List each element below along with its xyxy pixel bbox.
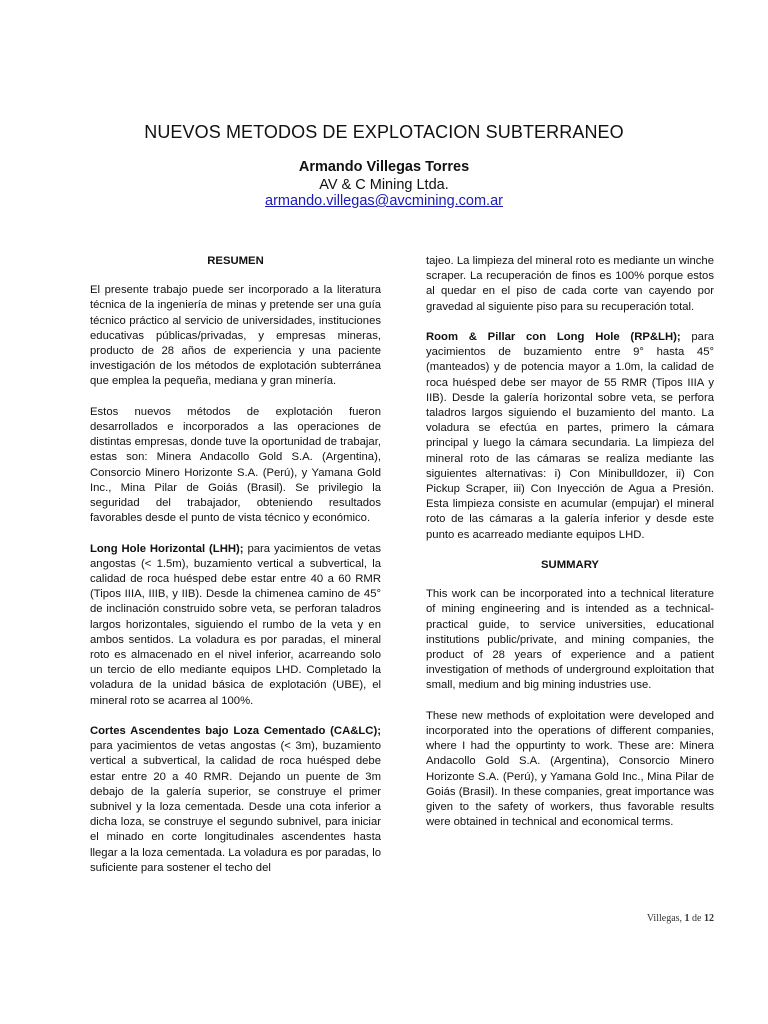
lhh-text: para yacimientos de vetas angostas (< 1.5m), buzamiento vertical a subvertical, la calidad de roca huésped debe estar entre 40 a 60 RMR (Tipos IIIA, IIIB, y IIB). Desde la chimenea camino de 45° de inclinación construido sobre veta, se perforan taladros largos horizontales, siguiendo el rumbo de la veta y en ambos sentidos. La voladura es por paradas, el mineral roto es almacenado en el nivel inferior, acarreando solo un tercio de ello mediante equipos LHD. Completado la voladura de la unidad básica de explotación (UBE), el mineral roto se acarrea al 100%. [90, 542, 381, 707]
calc-term: Cortes Ascendentes bajo Loza Cementado (CA&LC); [90, 725, 381, 738]
author-email-link[interactable]: armando.villegas@avcmining.com.ar [265, 193, 503, 209]
footer-of: de [689, 913, 704, 924]
resumen-heading: RESUMEN [207, 255, 264, 267]
left-column [90, 254, 381, 891]
rplh-text: para yacimientos de buzamiento entre 9° hasta 45° (manteados) y de potencia mayor a 1.0m, la calidad de roca huésped debe ser mayor de 55 RMR (Tipos IIIA y IIB). Desde la galería horizontal sobre veta, se perfora taladros largos siguiendo el buzamiento del manto. La voladura se efectúa en partes, primero la cámara principal y luego la cámara secundaria. La limpieza del mineral roto de las cámaras se realiza mediante las siguientes alternativas: i) Con Minibulldozer, ii) Con Pickup Scraper, iii) Con Inyección de Agua a Presión. Esta limpieza consiste en acumular (empujar) el mineral roto de las cámaras a la galería inferior y desde este punto es acarreado mediante equipos LHD. [426, 331, 714, 541]
author-affiliation: AV & C Mining Ltda. [319, 177, 449, 193]
right-column [426, 254, 714, 846]
resumen-paragraph-2: Estos nuevos métodos de explotación fueron desarrollados e incorporados a las operaciones de distintas empresas, donde tuve la oportunidad de trabajar, estas son: Minera Andacollo Gold S.A. (Argentina), Consorcio Minero Horizonte S.A. (Perú), y Yamana Gold Inc., Mina Pilar de Goiás (Brasil). Se privilegio la seguridad del trabajador, obteniendo resultados favorables desde el punto de vista técnico y económico. [90, 405, 381, 525]
author-name: Armando Villegas Torres [298, 159, 470, 175]
footer-author: Villegas, [646, 913, 685, 924]
lhh-term: Long Hole Horizontal (LHH); [90, 542, 244, 555]
rplh-paragraph [426, 330, 714, 543]
calc-text: para yacimientos de vetas angostas (< 3m), buzamiento vertical a subvertical, la calidad de roca huésped debe estar entre 20 a 40 RMR. Dejando un puente de 3m debajo de la galería superior, se construye el primer subnivel y la loza cementada. Desde una cota inferior a dicha loza, se construye el segundo subnivel, para iniciar el minado en corte longitudinales ascendentes hasta llegar a la loza cementada. La voladura es por paradas, lo suficiente para sostener el techo del [90, 740, 381, 874]
summary-paragraph-1: This work can be incorporated into a technical literature of mining engineering and is intended as a technical- practical guide, to service universities, educational institutions public/private, and mining companies, the product of 28 years of experience and a patient investigation of methods of underground exploitation that small, medium and big mining industries use. [426, 588, 714, 692]
lhh-paragraph [90, 542, 381, 709]
page-footer [647, 913, 714, 924]
summary-heading: SUMMARY [541, 559, 599, 572]
footer-page-total: 12 [704, 913, 714, 924]
footer-page-number: 1 [684, 913, 690, 924]
continued-paragraph: tajeo. La limpieza del mineral roto es mediante un winche scraper. La recuperación de finos es 100% porque estos al quedar en el piso de cada corte van cayendo por gravedad al siguiente piso para su recuperación total. [426, 255, 714, 313]
paper-title: NUEVOS METODOS DE EXPLOTACION SUBTERRANEO [144, 122, 624, 142]
resumen-paragraph-1: El presente trabajo puede ser incorporado a la literatura técnica de la ingeniería de minas y pretende ser una guía técnico práctico al servicio de universidades, instituciones educativas públicas/privadas, y empresas mineras, producto de 28 años de experiencia y una paciente investigación de los métodos de explotación subterránea que emplea la pequeña, mediana y gran minería. [90, 284, 381, 388]
summary-paragraph-2: These new methods of exploitation were developed and incorporated into the operations of different companies, where I had the oppurtinty to work. These are: Minera Andacollo Gold S.A. (Argentina), Consorcio Minero Horizonte S.A. (Perú), y Yamana Gold Inc., Mina Pilar de Goiás (Brasil). In these companies, great importance was given to the safety of workers, thus favorable results were obtained in technical and economical terms. [426, 709, 714, 829]
calc-paragraph [90, 724, 381, 876]
rplh-term: Room & Pillar con Long Hole (RP&LH); [426, 331, 681, 343]
